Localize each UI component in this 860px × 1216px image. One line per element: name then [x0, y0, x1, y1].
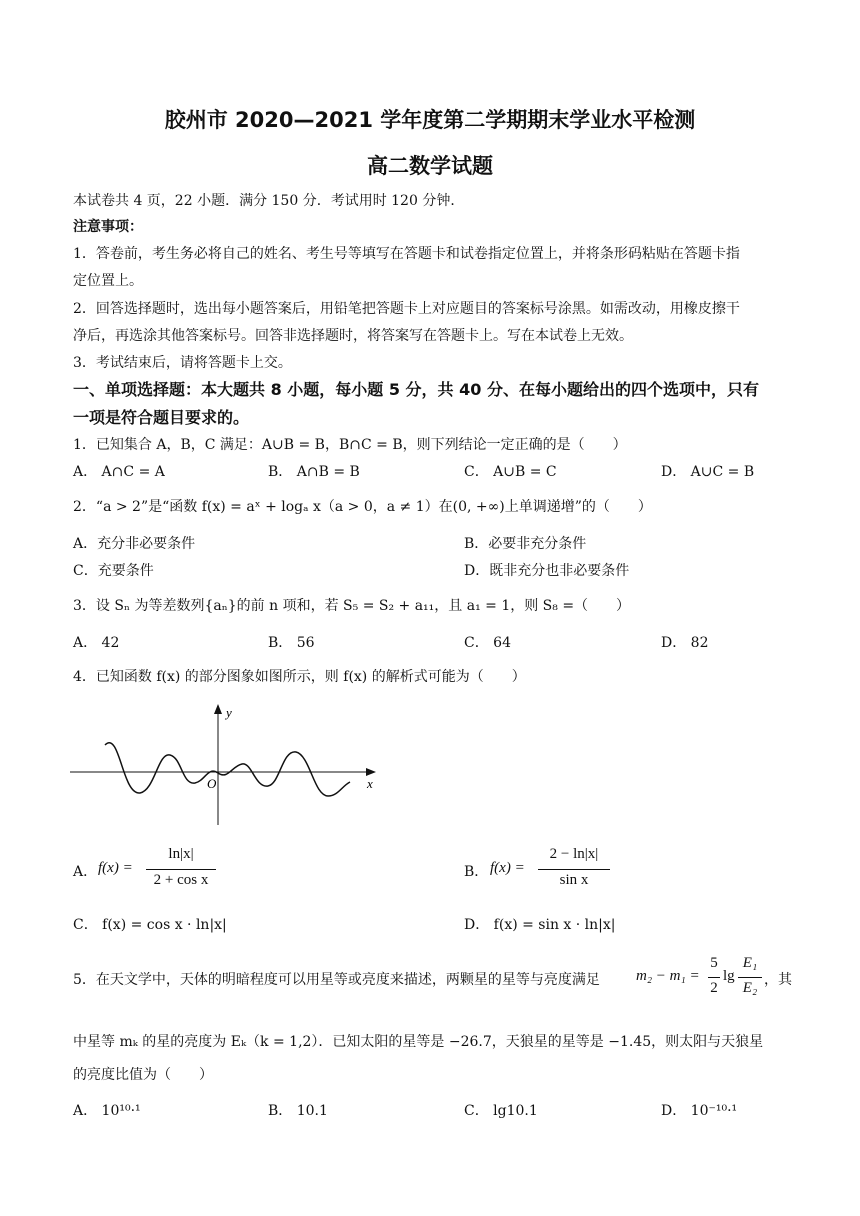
question-1-option-c: C． A∪B = C — [464, 464, 557, 480]
question-5-formula-fraction-bar — [708, 977, 720, 978]
question-5-formula-lg: lg — [723, 968, 735, 984]
question-5-option-c: C． lg10.1 — [464, 1103, 538, 1119]
question-5-formula-e-numerator: E₁ — [742, 955, 758, 971]
question-3-option-c: C． 64 — [464, 635, 511, 651]
x-axis-arrow-icon — [366, 768, 376, 776]
question-4-option-a-numerator: ln|x| — [168, 846, 194, 862]
question-4-option-b-numerator: 2 − ln|x| — [549, 846, 599, 862]
question-1-option-a: A． A∩C = A — [73, 464, 165, 480]
question-4-option-b-label: B． — [464, 864, 489, 880]
notice-item-1-line-2: 定位置上。 — [73, 273, 143, 289]
exam-subtitle: 高二数学试题 — [367, 154, 493, 178]
question-5-formula-lhs: m₂ − m₁ = — [636, 968, 700, 984]
question-3-option-b: B． 56 — [268, 635, 315, 651]
question-4-option-a-lhs: f(x) = — [98, 860, 133, 876]
y-axis-arrow-icon — [214, 704, 222, 714]
question-1-option-d: D． A∪C = B — [661, 464, 755, 480]
question-4-option-d: D． f(x) = sin x · ln|x| — [464, 917, 616, 933]
question-5-option-d: D． 10⁻¹⁰·¹ — [661, 1103, 738, 1119]
question-2-option-d: D．既非充分也非必要条件 — [464, 563, 630, 579]
notice-item-3: 3．考试结束后，请将答题卡上交。 — [73, 355, 292, 371]
notice-item-2-line-2: 净后，再选涂其他答案标号。回答非选择题时，将答案写在答题卡上。写在本试卷上无效。 — [73, 328, 633, 344]
question-5-line-1: 5．在天文学中，天体的明暗程度可以用星等或亮度来描述，两颗星的星等与亮度满足 — [73, 972, 600, 988]
question-4-option-a-fraction-bar — [146, 869, 216, 870]
question-1-option-b: B． A∩B = B — [268, 464, 360, 480]
question-4-option-c: C． f(x) = cos x · ln|x| — [73, 917, 227, 933]
section-1-heading-line-1: 一、单项选择题：本大题共 8 小题，每小题 5 分，共 40 分、在每小题给出的四个选项中，只有 — [73, 380, 759, 399]
notice-item-2-line-1: 2．回答选择题时，选出每小题答案后，用铅笔把答题卡上对应题目的答案标号涂黑。如需改动，用橡皮擦干 — [73, 301, 740, 317]
question-3-option-a: A． 42 — [73, 635, 120, 651]
section-1-heading-line-2: 一项是符合题目要求的。 — [73, 408, 250, 427]
notice-heading: 注意事项： — [73, 219, 143, 235]
question-4-option-a-label: A． — [73, 864, 98, 880]
question-3-stem: 3．设 Sₙ 为等差数列{aₙ}的前 n 项和，若 S₅ = S₂ + a₁₁，且 a₁ = 1，则 S₈ =（ ） — [73, 598, 631, 614]
question-2-option-b: B．必要非充分条件 — [464, 536, 587, 552]
x-axis-label: x — [367, 776, 373, 791]
origin-label: O — [207, 776, 217, 791]
question-4-option-b-lhs: f(x) = — [490, 860, 525, 876]
question-2-option-c: C．充要条件 — [73, 563, 154, 579]
exam-intro: 本试卷共 4 页，22 小题．满分 150 分．考试用时 120 分钟． — [73, 193, 465, 209]
question-5-formula-fraction-numerator: 5 — [710, 955, 718, 971]
question-4-option-b-denominator: sin x — [559, 872, 589, 888]
question-2-option-a: A．充分非必要条件 — [73, 536, 196, 552]
exam-title: 胶州市 2020—2021 学年度第二学期期末学业水平检测 — [164, 108, 696, 132]
function-graph — [60, 700, 390, 830]
y-axis-label: y — [226, 705, 232, 720]
question-5-line-2: 中星等 mₖ 的星的亮度为 Eₖ（k = 1,2）．已知太阳的星等是 −26.7，天狼星的星等是 −1.45，则太阳与天狼星 — [73, 1034, 764, 1050]
question-5-line-1-tail: ，其 — [764, 972, 792, 988]
notice-item-1-line-1: 1．答卷前，考生务必将自己的姓名、考生号等填写在答题卡和试卷指定位置上，并将条形码粘贴在答题卡指 — [73, 246, 740, 262]
function-curve — [105, 743, 350, 796]
question-5-formula-e-bar — [738, 977, 762, 978]
question-3-option-d: D． 82 — [661, 635, 709, 651]
question-4-option-b-fraction-bar — [538, 869, 610, 870]
question-4-stem: 4．已知函数 f(x) 的部分图象如图所示，则 f(x) 的解析式可能为（ ） — [73, 669, 526, 685]
question-5-option-a: A． 10¹⁰·¹ — [73, 1103, 141, 1119]
question-5-line-3: 的亮度比值为（ ） — [73, 1067, 213, 1083]
question-5-option-b: B． 10.1 — [268, 1103, 328, 1119]
question-1-stem: 1．已知集合 A，B，C 满足：A∪B = B，B∩C = B，则下列结论一定正确的是（ ） — [73, 437, 627, 453]
question-4-option-a-denominator: 2 + cos x — [153, 872, 209, 888]
question-5-formula-e-denominator: E₂ — [742, 980, 758, 996]
question-5-formula-fraction-denominator: 2 — [710, 980, 718, 996]
question-2-stem: 2．“a > 2”是“函数 f(x) = aˣ + logₐ x（a > 0，a ≠ 1）在(0, +∞)上单调递增”的（ ） — [73, 499, 652, 515]
